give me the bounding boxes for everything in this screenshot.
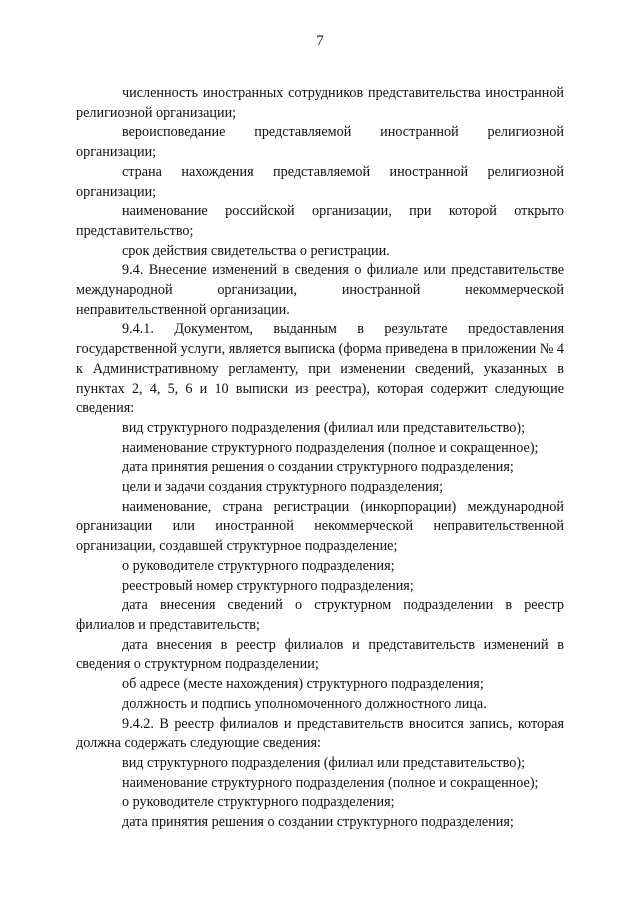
list-item: дата внесения в реестр филиалов и представительств изменений в сведения о структурном подразделении; bbox=[76, 636, 564, 673]
page-number: 7 bbox=[316, 33, 324, 49]
paragraph: численность иностранных сотрудников представительства иностранной религиозной организации; bbox=[76, 85, 564, 121]
list-item: вид структурного подразделения (филиал или представительство); bbox=[122, 419, 526, 436]
section-9-4-2: 9.4.2. В реестр филиалов и представительств вносится запись, которая должна содержать следующие сведения: bbox=[76, 715, 564, 752]
document-body bbox=[76, 84, 564, 833]
paragraph: наименование российской организации, при которой открыто представительство; bbox=[76, 203, 564, 239]
list-item: о руководителе структурного подразделения; bbox=[122, 557, 395, 574]
list-item: дата внесения сведений о структурном подразделении в реестр филиалов и представительств; bbox=[76, 597, 564, 633]
section-9-4-1: 9.4.1. Документом, выданным в результате предоставления государственной услуги, является выписка (форма приведена в приложении № 4 к Административному регламенту, при изменении сведений, указанных в пунктах 2, 4, 5, 6 и 10 выписки из реестра), которая содержит следующие сведения: bbox=[76, 321, 564, 417]
list-item: должность и подпись уполномоченного должностного лица. bbox=[122, 695, 487, 712]
list-item: реестровый номер структурного подразделения; bbox=[122, 577, 414, 594]
list-item: цели и задачи создания структурного подразделения; bbox=[122, 479, 444, 496]
list-item: наименование, страна регистрации (инкорпорации) международной организации или иностранной некоммерческой неправительственной организации, создавшей структурное подразделение; bbox=[76, 498, 564, 555]
list-item: наименование структурного подразделения (полное и сокращенное); bbox=[122, 774, 539, 791]
paragraph: вероисповедание представляемой иностранной религиозной организации; bbox=[76, 124, 564, 161]
paragraph: страна нахождения представляемой иностранной религиозной организации; bbox=[76, 163, 564, 200]
list-item: дата принятия решения о создании структурного подразделения; bbox=[122, 459, 514, 476]
list-item: дата принятия решения о создании структурного подразделения; bbox=[122, 814, 514, 831]
list-item: наименование структурного подразделения (полное и сокращенное); bbox=[122, 439, 539, 456]
section-heading-9-4: 9.4. Внесение изменений в сведения о филиале или представительстве международной организации, иностранной некоммерческой неправительственной организации. bbox=[76, 262, 564, 318]
list-item: о руководителе структурного подразделения; bbox=[122, 794, 395, 811]
list-item: вид структурного подразделения (филиал или представительство); bbox=[122, 754, 526, 771]
paragraph: срок действия свидетельства о регистрации. bbox=[122, 242, 390, 259]
list-item: об адресе (месте нахождения) структурного подразделения; bbox=[122, 676, 484, 693]
